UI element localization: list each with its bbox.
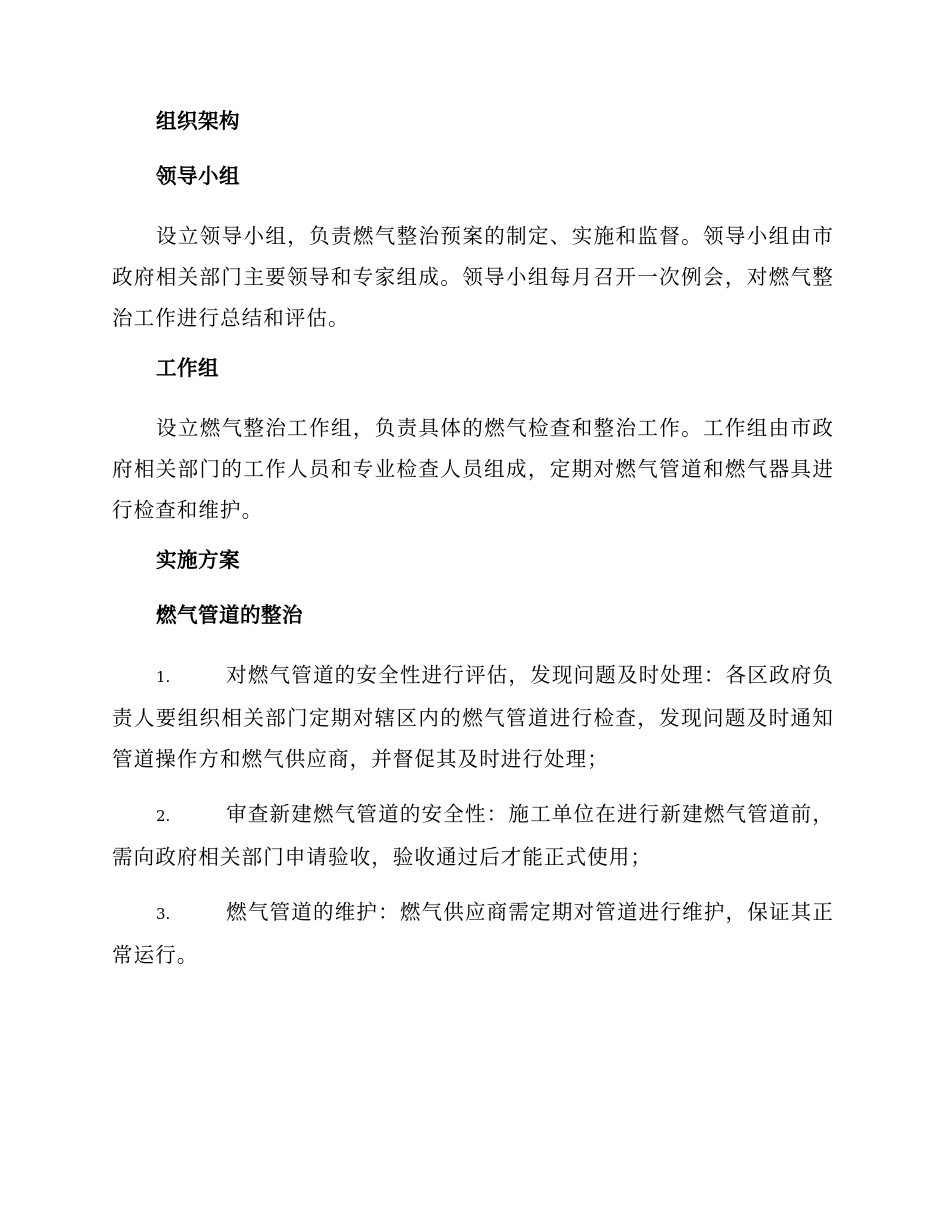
heading-implementation-plan: 实施方案 [156,548,240,572]
list-item [112,794,834,878]
list-item [112,892,834,976]
paragraph-leader-group: 设立领导小组，负责燃气整治预案的制定、实施和监督。领导小组由市政府相关部门主要领导和专家组成。领导小组每月召开一次例会，对燃气整治工作进行总结和评估。 [112,224,834,330]
heading-work-group: 工作组 [156,356,219,380]
list-item-number: 3. [156,905,171,923]
heading-pipeline-rectification: 燃气管道的整治 [156,603,303,627]
paragraph-work-group: 设立燃气整治工作组，负责具体的燃气检查和整治工作。工作组由市政府相关部门的工作人员和专业检查人员组成，定期对燃气管道和燃气器具进行检查和维护。 [112,416,834,522]
list-item-number: 1. [156,668,171,686]
list-item-text: 审查新建燃气管道的安全性：施工单位在进行新建燃气管道前，需向政府相关部门申请验收，验收通过后才能正式使用； [112,802,834,869]
list-item [112,655,834,780]
list-item-text: 燃气管道的维护：燃气供应商需定期对管道进行维护，保证其正常运行。 [112,900,834,967]
heading-org-structure: 组织架构 [156,109,240,133]
list-item-number: 2. [156,807,171,825]
heading-leader-group: 领导小组 [156,164,240,188]
list-item-text: 对燃气管道的安全性进行评估，发现问题及时处理：各区政府负责人要组织相关部门定期对辖区内的燃气管道进行检查，发现问题及时通知管道操作方和燃气供应商，并督促其及时进行处理； [112,663,834,771]
document-page [112,106,834,990]
